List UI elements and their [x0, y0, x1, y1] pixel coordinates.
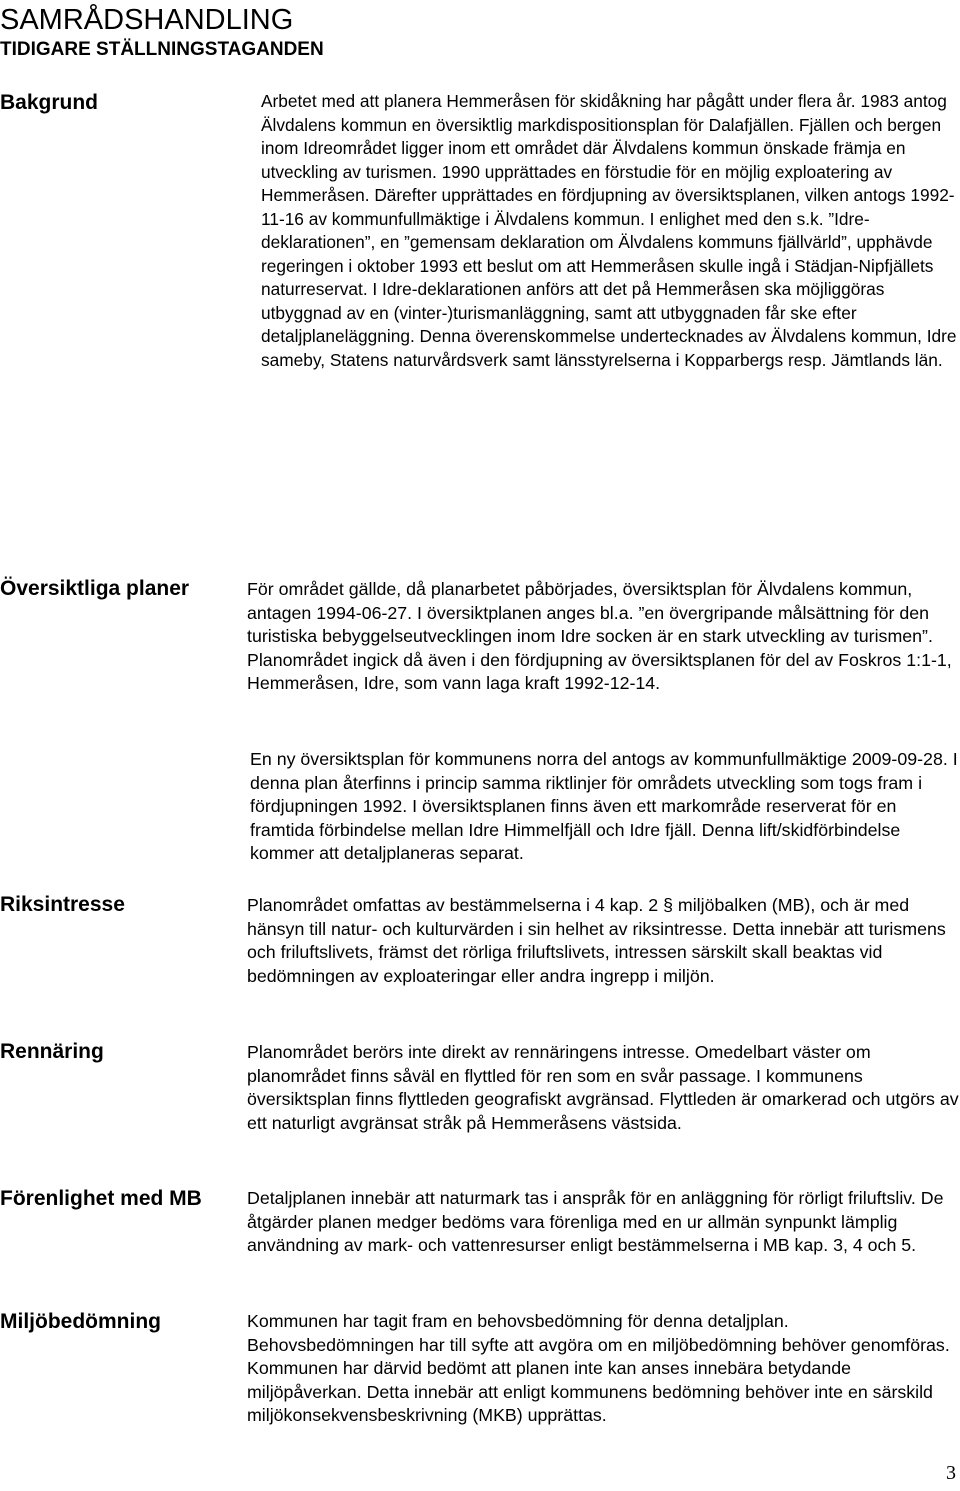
section-heading-miljobedomning: Miljöbedömning [0, 1310, 161, 1333]
section-heading-bakgrund: Bakgrund [0, 91, 99, 114]
document-title: SAMRÅDSHANDLING [0, 4, 294, 36]
section-heading-rennaring: Rennäring [0, 1040, 104, 1063]
section-text-forenlighet-mb: Detaljplanen innebär att naturmark tas i anspråk för en anläggning för rörligt friluftsliv. De åtgärder planen medger bedöms vara förenliga med en ur allmän synpunkt lämplig användning av mark- och vattenresurser enligt bestämmelserna i MB kap. 3, 4 och 5. [247, 1188, 944, 1255]
section-text-riksintresse: Planområdet omfattas av bestämmelserna i 4 kap. 2 § miljöbalken (MB), och är med hänsyn till natur- och kulturvärden i sin helhet av riksintresse. Detta innebär att turismens och friluftslivets, främst det rörliga friluftslivets, intressen särskilt skall beaktas vid bedömningen av exploateringar eller andra ingrepp i miljön. [247, 895, 946, 986]
section-heading-riksintresse: Riksintresse [0, 893, 125, 916]
section-text-rennaring: Planområdet berörs inte direkt av rennäringens intresse. Omedelbart väster om planområdet finns såväl en flyttled för ren som en svår passage. I kommunens översiktsplan finns flyttleden geografiskt avgränsad. Flyttleden är omarkerad och utgörs av ett naturligt avgränsat stråk på Hemmeråsens västsida. [247, 1042, 959, 1133]
section-text-miljobedomning: Kommunen har tagit fram en behovsbedömning för denna detaljplan. Behovsbedömningen har till syfte att avgöra om en miljöbedömning behöver genomföras. Kommunen har därvid bedömt att planen inte kan anses innebära betydande miljöpåverkan. Detta innebär att enligt kommunens bedömning behöver inte en särskild miljökonsekvensbeskrivning (MKB) upprättas. [247, 1311, 950, 1425]
page-number: 3 [946, 1462, 956, 1484]
section-text-oversiktliga-planer-2: En ny översiktsplan för kommunens norra del antogs av kommunfullmäktige 2009-09-28. I denna plan återfinns i princip samma riktlinjer för områdets utveckling som togs fram i fördjupningen 1992. I översiktsplanen finns även ett markområde reserverat för en framtida förbindelse mellan Idre Himmelfjäll och Idre fjäll. Denna lift/skidförbindelse kommer att detaljplaneras separat. [250, 749, 958, 863]
section-heading-oversiktliga-planer: Översiktliga planer [0, 577, 190, 600]
document-subtitle: TIDIGARE STÄLLNINGSTAGANDEN [0, 39, 324, 60]
section-text-bakgrund: Arbetet med att planera Hemmeråsen för skidåkning har pågått under flera år. 1983 antog Älvdalens kommun en översiktlig markdispositionsplan för Dalafjällen. Fjällen och bergen inom Idreområdet ligger inom ett området där Älvdalens kommun önskade främja en utveckling av turismen. 1990 upprättades en förstudie för en möjlig exploatering av Hemmeråsen. Därefter upprättades en fördjupning av översiktsplanen, vilken antogs 1992-11-16 av kommunfullmäktige i Älvdalens kommun. I enlighet med den s.k. ”Idre-deklarationen”, en ”gemensam deklaration om Älvdalens kommuns fjällvärld”, upphävde regeringen i oktober 1993 ett beslut om att Hemmeråsen skulle ingå i Städjan-Nipfjällets naturreservat. I Idre-deklarationen anförs att det på Hemmeråsen ska möjliggöras utbyggnad av en (vinter-)turismanläggning, samt att utbyggnaden får ske efter detaljplaneläggning. Denna överenskommelse undertecknades av Älvdalens kommun, Idre sameby, Statens naturvårdsverk samt länsstyrelserna i Kopparbergs resp. Jämtlands län. [261, 91, 957, 370]
section-text-oversiktliga-planer-1: För området gällde, då planarbetet påbörjades, översiktsplan för Älvdalens kommun, antagen 1994-06-27. I översiktplanen anges bl.a. ”en övergripande målsättning för den turistiska bebyggelseutvecklingen inom Idre socken är en stark utveckling av turismen”. Planområdet ingick då även i den fördjupning av översiktsplanen för del av Foskros 1:1-1, Hemmeråsen, Idre, som vann laga kraft 1992-12-14. [247, 579, 952, 693]
section-heading-forenlighet-mb: Förenlighet med MB [0, 1187, 202, 1210]
